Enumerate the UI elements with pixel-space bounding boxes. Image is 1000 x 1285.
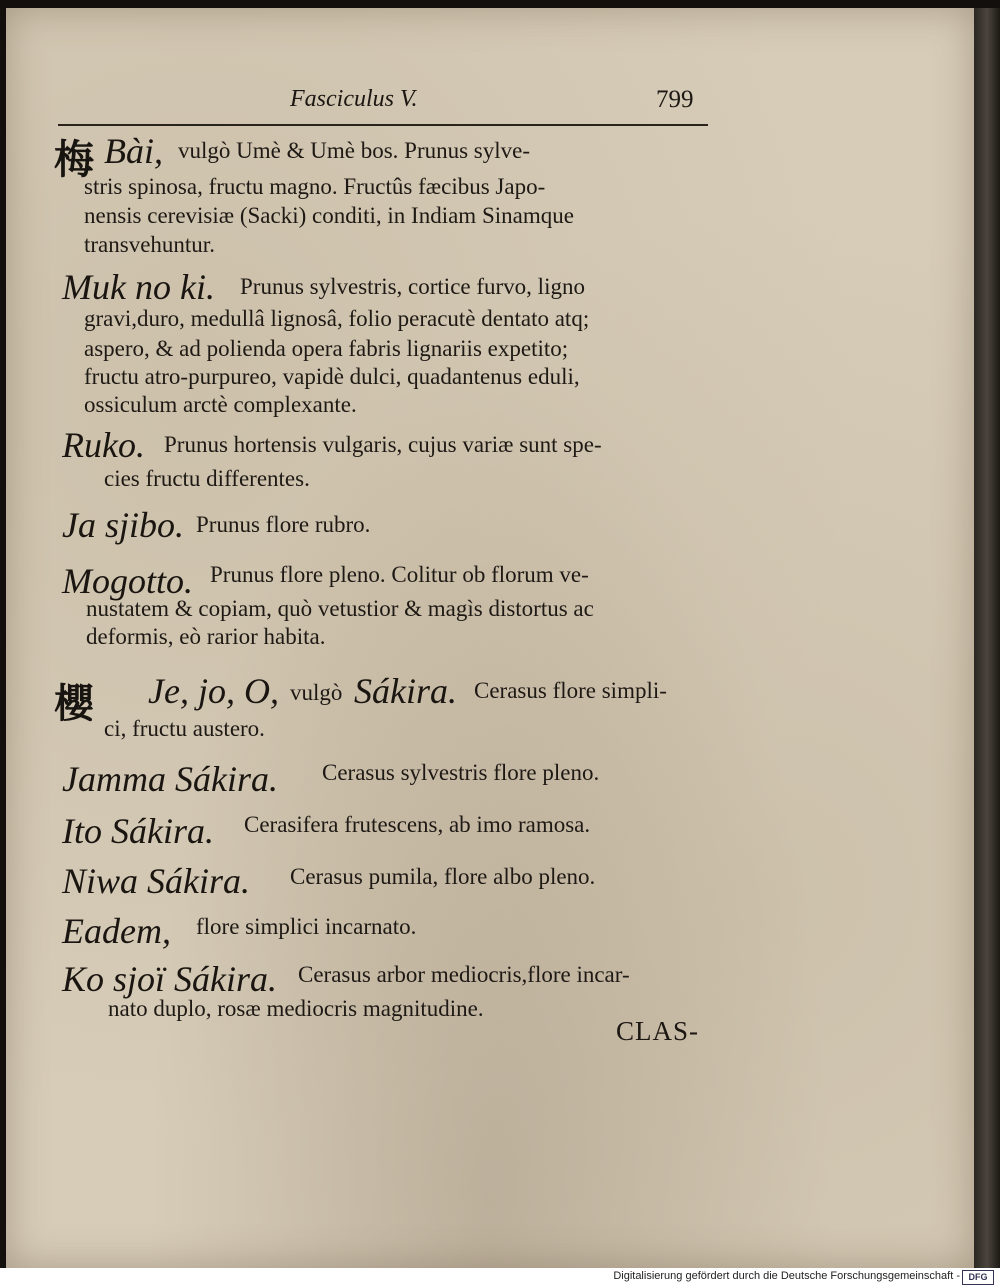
entry-term: Mogotto. [62, 561, 193, 601]
entry-term: Muk no ki. [62, 267, 215, 307]
catchword: CLAS- [616, 1016, 700, 1046]
entry-line: ossiculum arctè complexante. [84, 392, 357, 417]
entry-line: Cerasus pumila, flore albo pleno. [290, 864, 596, 889]
entry-term: Ko sjoï Sákira. [62, 959, 278, 999]
entry-line: vulgò Umè & Umè bos. Prunus sylve- [178, 138, 531, 163]
entry-line: aspero, & ad polienda opera fabris lignariis expetito; [84, 336, 569, 361]
entry-line: Cerasus sylvestris flore pleno. [322, 760, 600, 785]
entry-term-alt: Sákira. [354, 671, 457, 711]
entry-line: gravi,duro, medullâ lignosâ, folio peracutè dentato atq; [84, 306, 590, 331]
entry-line: deformis, eò rarior habita. [86, 624, 326, 649]
kanji-plum: 梅 [54, 137, 94, 183]
dfg-logo: DFG [962, 1270, 994, 1285]
entry-term: Ruko. [62, 425, 145, 465]
footer-credit: Digitalisierung gefördert durch die Deutsche Forschungsgemeinschaft - [613, 1270, 960, 1282]
entry-term: Je, jo, O, [148, 671, 279, 711]
entry-line: Prunus hortensis vulgaris, cujus variæ sunt spe- [164, 432, 602, 457]
kanji-cherry: 櫻 [54, 681, 94, 727]
entry-line: flore simplici incarnato. [196, 914, 417, 939]
entry-term: Bài, [104, 131, 163, 171]
entry-line: Cerasus flore simpli- [474, 678, 667, 703]
entry-term: Ito Sákira. [62, 811, 214, 851]
entry-term: Niwa Sákira. [62, 861, 251, 901]
entry-term: Eadem, [62, 911, 171, 951]
entry-line: Prunus flore pleno. Colitur ob florum ve- [210, 562, 589, 587]
entry-line: fructu atro-purpureo, vapidè dulci, quadantenus eduli, [84, 364, 580, 389]
entry-line: nensis cerevisiæ (Sacki) conditi, in Indiam Sinamque [84, 203, 574, 228]
entry-line: nustatem & copiam, quò vetustior & magìs distortus ac [86, 596, 594, 621]
running-head: Fasciculus V. [290, 86, 418, 112]
entry-line: stris spinosa, fructu magno. Fructûs fæcibus Japo- [84, 174, 546, 199]
entry-line: transvehuntur. [84, 232, 215, 257]
entry-line: nato duplo, rosæ mediocris magnitudine. [108, 996, 484, 1021]
entry-term: Ja sjibo. [62, 505, 184, 545]
entry-line: Cerasus arbor mediocris,flore incar- [298, 962, 630, 987]
page-number: 799 [656, 86, 694, 113]
entry-line: cies fructu differentes. [104, 466, 310, 491]
entry-line: Cerasifera frutescens, ab imo ramosa. [244, 812, 591, 837]
entry-term: Jamma Sákira. [62, 759, 278, 799]
entry-line: ci, fructu austero. [104, 716, 265, 741]
header-rule [58, 124, 708, 126]
entry-vulgo: vulgò [290, 680, 343, 705]
entry-line: Prunus sylvestris, cortice furvo, ligno [240, 274, 585, 299]
page-edge [974, 8, 1000, 1268]
entry-line: Prunus flore rubro. [196, 512, 371, 537]
